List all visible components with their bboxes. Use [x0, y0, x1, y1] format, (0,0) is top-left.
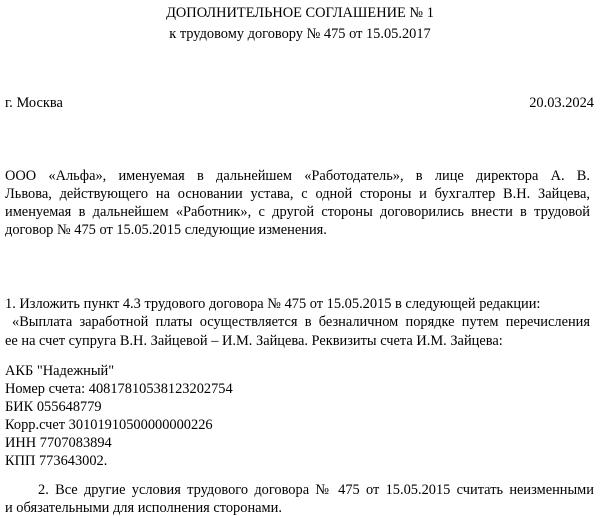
account-number: Номер счета: 40817810538123202754 [5, 381, 233, 397]
preamble-line: именуемая в дальнейшем «Работник», с другой стороны договорились внести в трудовой [5, 204, 590, 220]
document-title: ДОПОЛНИТЕЛЬНОЕ СОГЛАШЕНИЕ № 1 [166, 5, 434, 21]
clause-line: и обязательными для исполнения сторонами. [5, 500, 282, 516]
bank-name: АКБ "Надежный" [5, 363, 115, 379]
preamble-line: ООО «Альфа», именуемая в дальнейшем «Работодатель», в лице директора А. В. [5, 168, 590, 184]
correspondent-account: Корр.счет 30101910500000000226 [5, 417, 213, 433]
clause-line: 1. Изложить пункт 4.3 трудового договора № 475 от 15.05.2015 в следующей редакции: [5, 296, 541, 312]
clause-line: 2. Все другие условия трудового договора № 475 от 15.05.2015 считать неизменными [38, 482, 594, 498]
document-date: 20.03.2024 [529, 95, 594, 111]
bik: БИК 055648779 [5, 399, 102, 415]
preamble-line: Львова, действующего на основании устава, с одной стороны и бухгалтер В.Н. Зайцева, [5, 186, 590, 202]
city: г. Москва [5, 95, 63, 111]
document-subtitle: к трудовому договору № 475 от 15.05.2017 [169, 26, 431, 42]
preamble-line: договор № 475 от 15.05.2015 следующие изменения. [5, 222, 327, 238]
clause-line: ее на счет супруга В.Н. Зайцевой – И.М. Зайцева. Реквизиты счета И.М. Зайцева: [5, 333, 503, 349]
clause-line: «Выплата заработной платы осуществляется в безналичном порядке путем перечисления [12, 314, 590, 330]
inn: ИНН 7707083894 [5, 435, 112, 451]
kpp: КПП 773643002. [5, 453, 108, 469]
